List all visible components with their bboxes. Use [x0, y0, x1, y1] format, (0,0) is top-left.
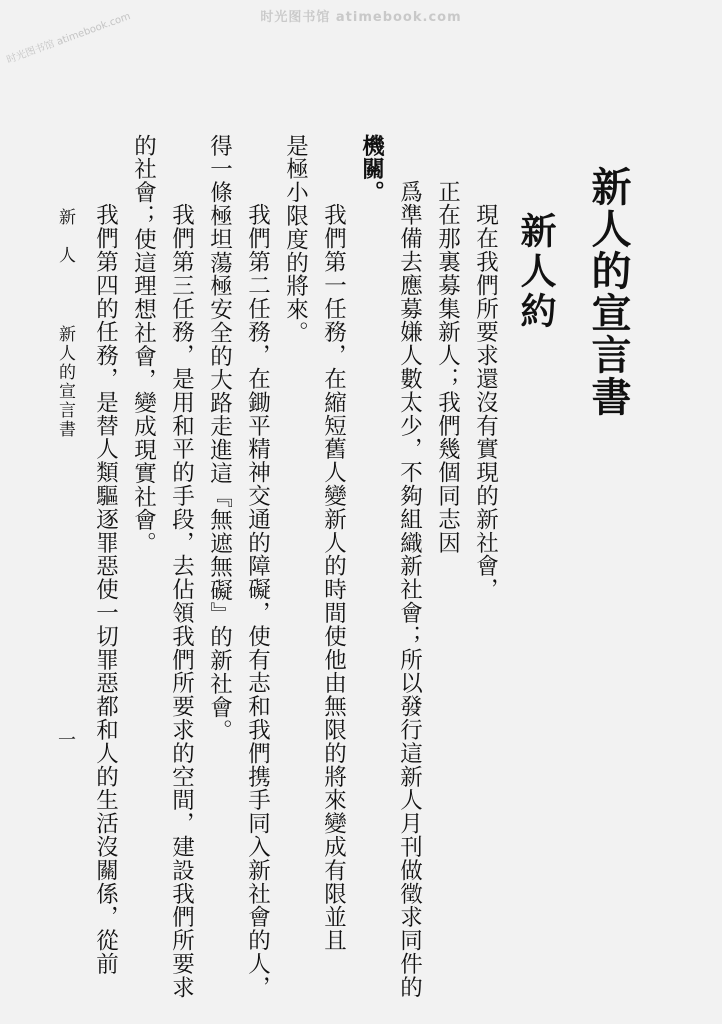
- text-column-3: 爲準備去應募嫌人數太少，不夠組織新社會；所以發行這新人月刊做徵求同件的: [396, 180, 423, 999]
- watermark-diagonal: 时光图书馆 atimebook.com: [5, 11, 133, 67]
- text-column-4: 機關。: [358, 134, 385, 205]
- page-number: 一: [55, 730, 76, 748]
- text-column-10: 的社會；使這理想社會，變成現實社會。: [130, 134, 157, 556]
- page-subtitle: 新人約: [515, 212, 557, 332]
- text-column-11: 我們第四的任務，是替人類驅逐罪惡使一切罪惡都和人的生活沒關係，從前: [92, 180, 119, 976]
- footer-magazine-name: 新 人: [55, 208, 75, 265]
- footer-article-title: 新人的宣言書: [55, 325, 75, 439]
- text-column-2: 正在那裏募集新人；我們幾個同志因: [434, 180, 461, 555]
- text-column-7: 我們第二任務，在鋤平精神交通的障礙，使有志和我們携手同入新社會的人，: [244, 180, 271, 999]
- text-column-5: 我們第一任務，在縮短舊人變新人的時間使他由無限的將來變成有限並且: [320, 180, 347, 953]
- watermark-top: 时光图书馆 atimebook.com: [260, 10, 462, 25]
- text-column-1: 現在我們所要求還沒有實現的新社會，: [472, 180, 499, 602]
- page-title: 新人的宣言書: [585, 166, 632, 418]
- text-column-8: 得一條極坦蕩極安全的大路走進這『無遮無礙』的新社會。: [206, 134, 233, 743]
- text-column-6: 是極小限度的將來。: [282, 134, 309, 345]
- text-column-9: 我們第三任務，是用和平的手段，去佔領我們所要求的空間，建設我們所要求: [168, 180, 195, 999]
